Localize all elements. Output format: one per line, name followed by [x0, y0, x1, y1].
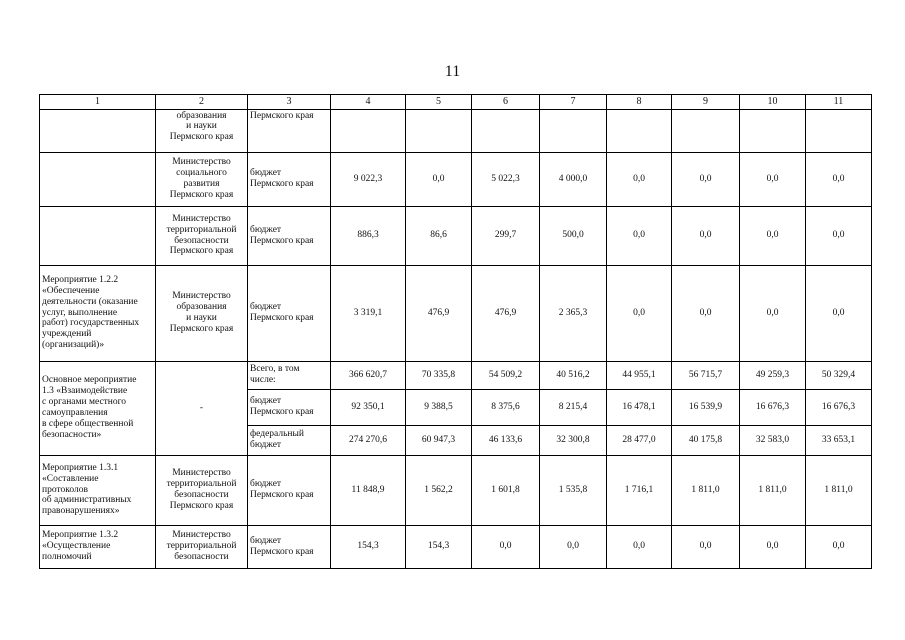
- value-cell: 40 516,2: [540, 361, 607, 389]
- value-cell: [540, 109, 607, 152]
- value-cell: [740, 109, 806, 152]
- value-cell: 5 022,3: [472, 152, 540, 206]
- value-cell: [406, 109, 472, 152]
- value-cell: 50 329,4: [806, 361, 872, 389]
- table-row: [40, 265, 872, 361]
- header-cell: 1: [40, 95, 156, 110]
- value-cell: [472, 109, 540, 152]
- value-cell: 0,0: [607, 525, 672, 568]
- activity-name-cell: Мероприятие 1.3.1 «Составление протоколов об административных правонарушениях»: [40, 455, 156, 525]
- funding-source-cell: Всего, в том числе:: [248, 361, 331, 389]
- funding-source-cell: бюджет Пермского края: [248, 525, 331, 568]
- value-cell: 54 509,2: [472, 361, 540, 389]
- value-cell: 4 000,0: [540, 152, 607, 206]
- funding-source-cell: Пермского края: [248, 109, 331, 152]
- value-cell: 0,0: [607, 206, 672, 265]
- funding-source-cell: бюджет Пермского края: [248, 455, 331, 525]
- value-cell: 32 583,0: [740, 425, 806, 455]
- value-cell: 92 350,1: [331, 389, 406, 425]
- header-cell: 8: [607, 95, 672, 110]
- value-cell: 1 716,1: [607, 455, 672, 525]
- value-cell: 16 676,3: [740, 389, 806, 425]
- value-cell: 0,0: [806, 206, 872, 265]
- header-cell: 10: [740, 95, 806, 110]
- value-cell: [331, 109, 406, 152]
- value-cell: 1 535,8: [540, 455, 607, 525]
- header-cell: 9: [672, 95, 740, 110]
- executor-cell: Министерство социального развития Пермского края: [156, 152, 248, 206]
- value-cell: 28 477,0: [607, 425, 672, 455]
- value-cell: 0,0: [672, 206, 740, 265]
- value-cell: 476,9: [472, 265, 540, 361]
- value-cell: 2 365,3: [540, 265, 607, 361]
- value-cell: 1 811,0: [672, 455, 740, 525]
- value-cell: 366 620,7: [331, 361, 406, 389]
- value-cell: 60 947,3: [406, 425, 472, 455]
- value-cell: 0,0: [607, 265, 672, 361]
- value-cell: 3 319,1: [331, 265, 406, 361]
- activity-name-cell: Мероприятие 1.2.2 «Обеспечение деятельности (оказание услуг, выполнение работ) государственных учреждений (организаций)»: [40, 265, 156, 361]
- table-row: [40, 152, 872, 206]
- value-cell: 1 562,2: [406, 455, 472, 525]
- value-cell: 16 478,1: [607, 389, 672, 425]
- value-cell: 0,0: [740, 152, 806, 206]
- value-cell: 500,0: [540, 206, 607, 265]
- value-cell: 9 388,5: [406, 389, 472, 425]
- executor-cell: -: [156, 361, 248, 455]
- value-cell: 886,3: [331, 206, 406, 265]
- budget-table: [39, 94, 872, 569]
- page-number: 11: [444, 63, 461, 80]
- value-cell: 44 955,1: [607, 361, 672, 389]
- value-cell: 1 811,0: [806, 455, 872, 525]
- funding-source-cell: бюджет Пермского края: [248, 389, 331, 425]
- value-cell: [607, 109, 672, 152]
- value-cell: 0,0: [472, 525, 540, 568]
- activity-name-cell: [40, 206, 156, 265]
- value-cell: 86,6: [406, 206, 472, 265]
- executor-cell: Министерство территориальной безопасности: [156, 525, 248, 568]
- value-cell: 0,0: [740, 525, 806, 568]
- value-cell: 274 270,6: [331, 425, 406, 455]
- value-cell: 1 811,0: [740, 455, 806, 525]
- executor-cell: Министерство территориальной безопасности Пермского края: [156, 206, 248, 265]
- value-cell: 0,0: [672, 152, 740, 206]
- table-row: [40, 455, 872, 525]
- value-cell: 0,0: [740, 206, 806, 265]
- activity-name-cell: Мероприятие 1.3.2 «Осуществление полномочий: [40, 525, 156, 568]
- value-cell: 0,0: [672, 265, 740, 361]
- activity-name-cell: [40, 152, 156, 206]
- header-cell: 7: [540, 95, 607, 110]
- header-cell: 6: [472, 95, 540, 110]
- value-cell: 8 375,6: [472, 389, 540, 425]
- funding-source-cell: бюджет Пермского края: [248, 152, 331, 206]
- header-cell: 4: [331, 95, 406, 110]
- value-cell: 16 539,9: [672, 389, 740, 425]
- value-cell: [806, 109, 872, 152]
- value-cell: 70 335,8: [406, 361, 472, 389]
- header-cell: 11: [806, 95, 872, 110]
- table-row: [40, 109, 872, 152]
- table-row: [40, 206, 872, 265]
- value-cell: 49 259,3: [740, 361, 806, 389]
- executor-cell: Министерство образования и науки Пермского края: [156, 265, 248, 361]
- header-cell: 3: [248, 95, 331, 110]
- value-cell: 0,0: [540, 525, 607, 568]
- activity-name-cell: Основное мероприятие 1.3 «Взаимодействие с органами местного самоуправления в сфере общественной безопасности»: [40, 361, 156, 455]
- value-cell: 0,0: [806, 525, 872, 568]
- value-cell: 0,0: [672, 525, 740, 568]
- value-cell: 56 715,7: [672, 361, 740, 389]
- funding-source-cell: федеральный бюджет: [248, 425, 331, 455]
- value-cell: [672, 109, 740, 152]
- executor-cell: Министерство территориальной безопасности Пермского края: [156, 455, 248, 525]
- funding-source-cell: бюджет Пермского края: [248, 206, 331, 265]
- executor-cell: образования и науки Пермского края: [156, 109, 248, 152]
- value-cell: 8 215,4: [540, 389, 607, 425]
- value-cell: 0,0: [406, 152, 472, 206]
- funding-source-cell: бюджет Пермского края: [248, 265, 331, 361]
- table-row: [40, 525, 872, 568]
- value-cell: 0,0: [740, 265, 806, 361]
- value-cell: 1 601,8: [472, 455, 540, 525]
- value-cell: 32 300,8: [540, 425, 607, 455]
- value-cell: 476,9: [406, 265, 472, 361]
- value-cell: 40 175,8: [672, 425, 740, 455]
- header-cell: 2: [156, 95, 248, 110]
- value-cell: 0,0: [806, 265, 872, 361]
- value-cell: 9 022,3: [331, 152, 406, 206]
- value-cell: 11 848,9: [331, 455, 406, 525]
- value-cell: 46 133,6: [472, 425, 540, 455]
- value-cell: 299,7: [472, 206, 540, 265]
- value-cell: 33 653,1: [806, 425, 872, 455]
- value-cell: 154,3: [406, 525, 472, 568]
- value-cell: 154,3: [331, 525, 406, 568]
- table-row: [40, 361, 872, 389]
- header-cell: 5: [406, 95, 472, 110]
- header-row: [40, 95, 872, 110]
- value-cell: 0,0: [607, 152, 672, 206]
- activity-name-cell: [40, 109, 156, 152]
- value-cell: 16 676,3: [806, 389, 872, 425]
- value-cell: 0,0: [806, 152, 872, 206]
